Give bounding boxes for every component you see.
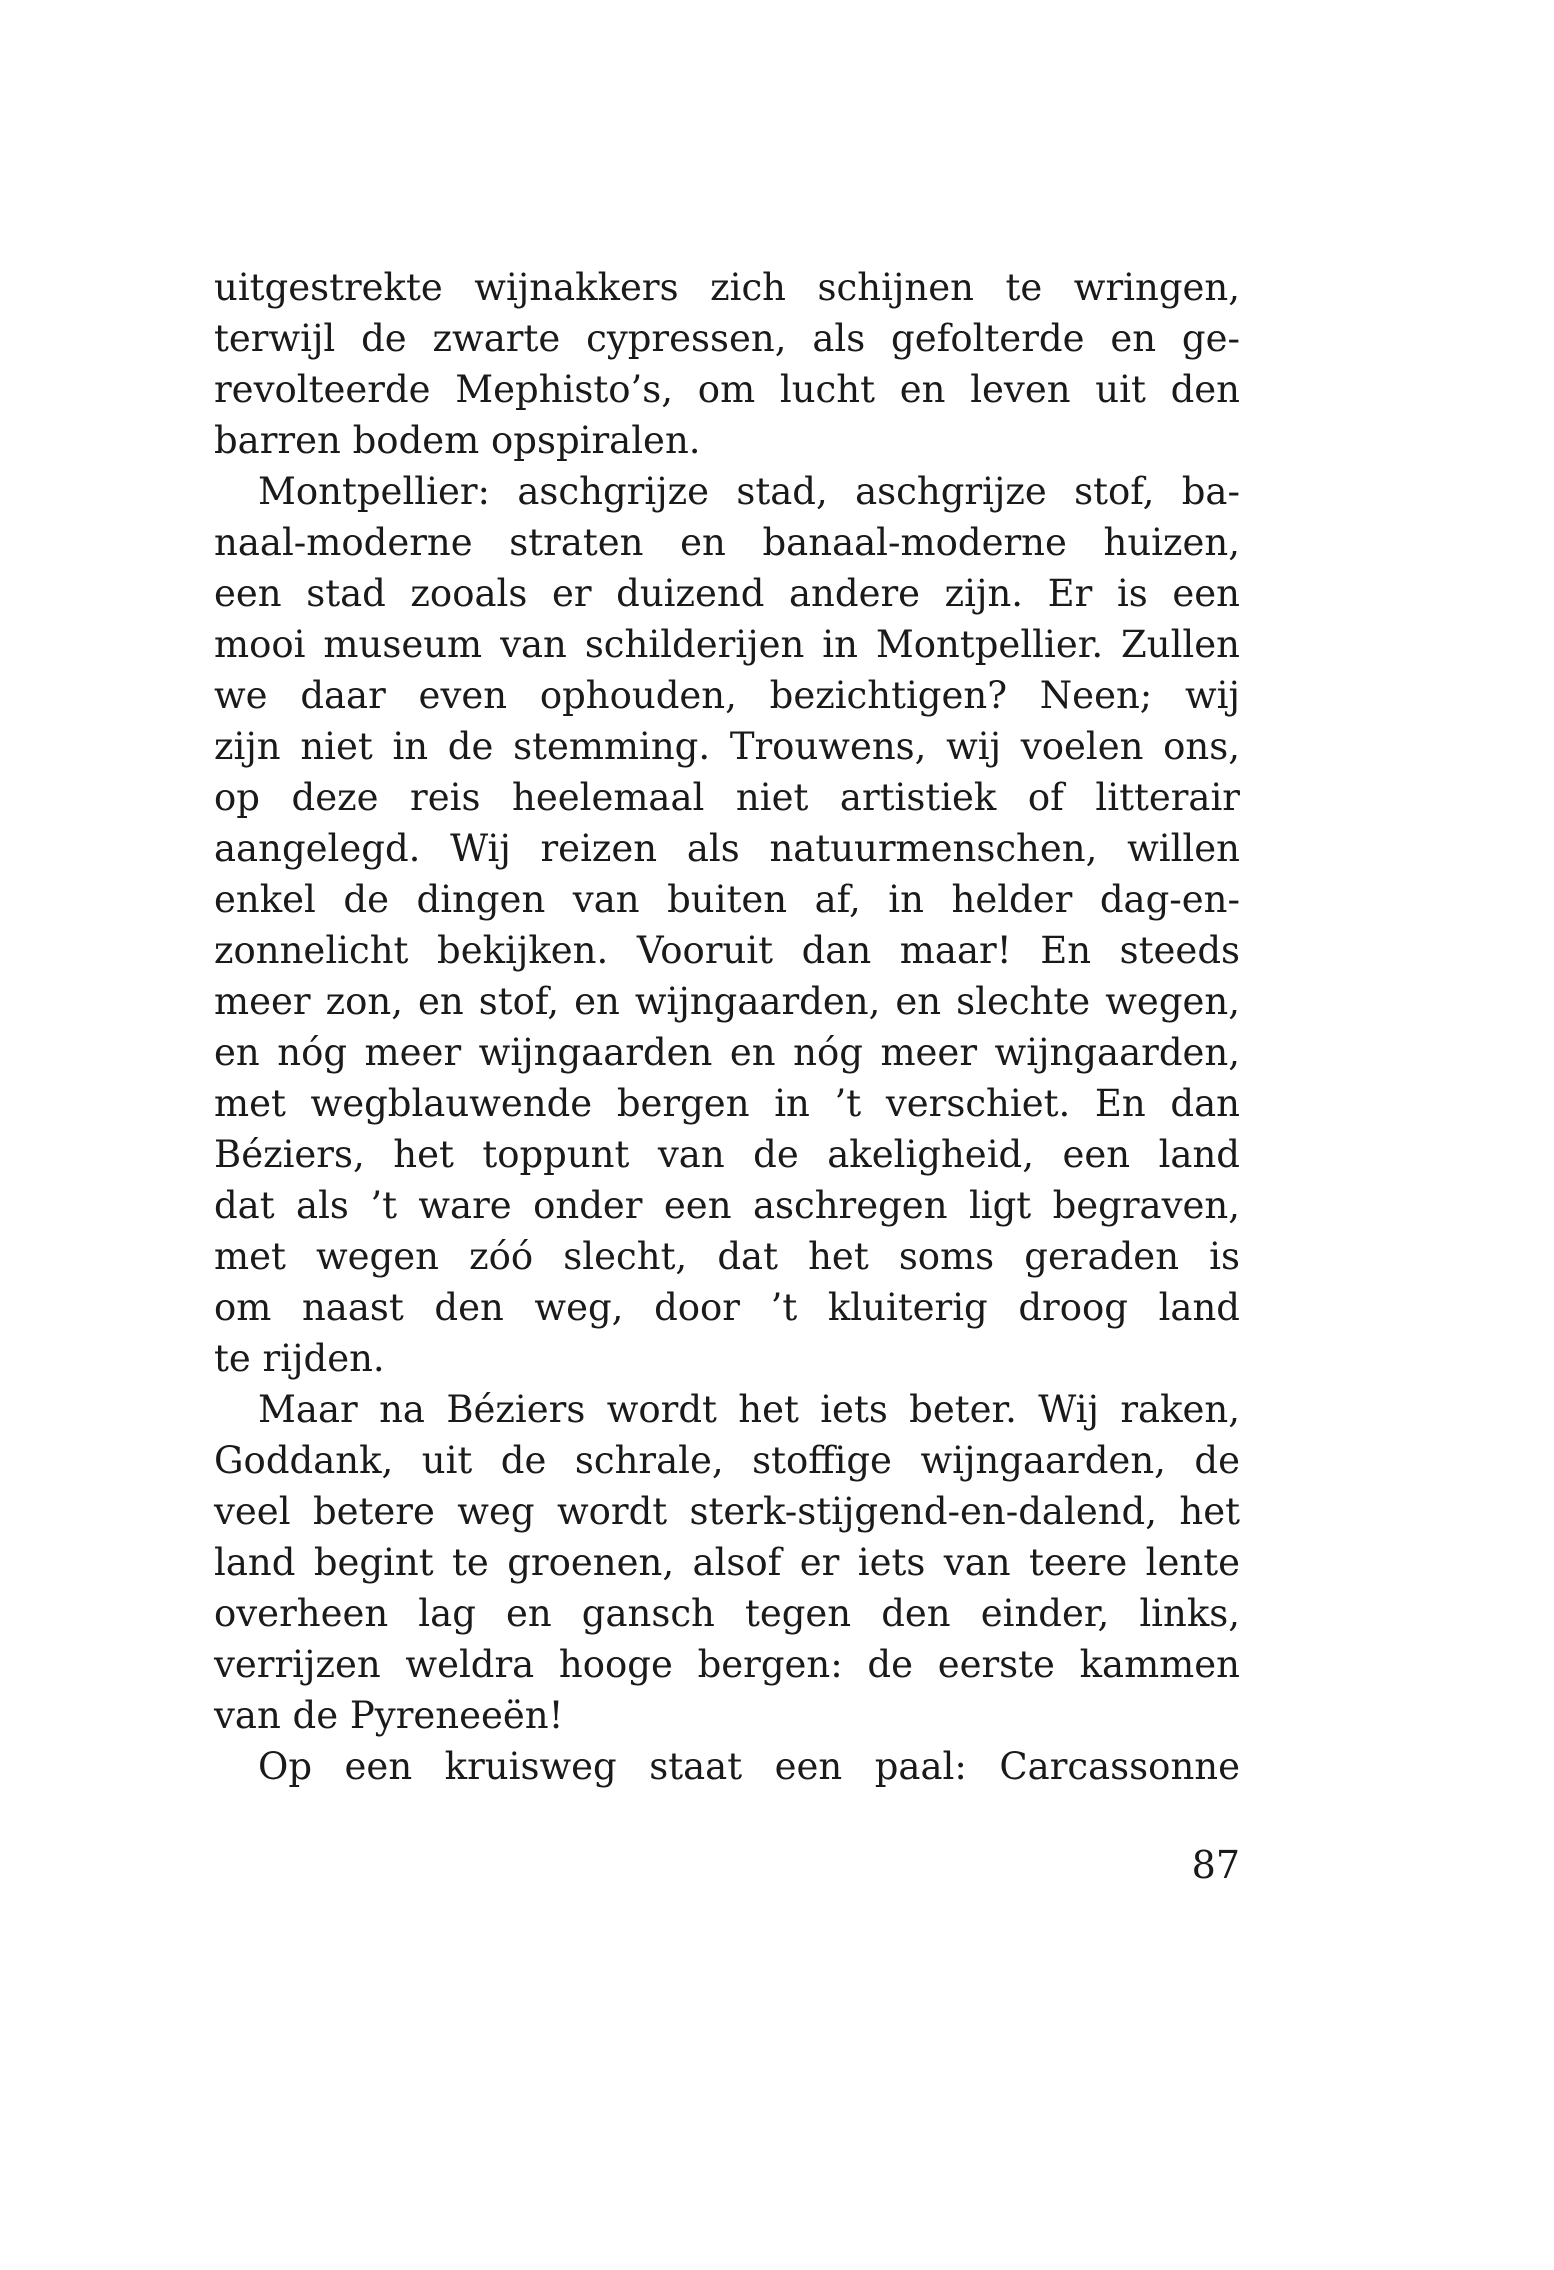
text-line: met wegblauwende bergen in ’t verschiet. En dan xyxy=(214,1082,1240,1125)
text-line: Goddank, uit de schrale, stoffige wijngaarden, de xyxy=(214,1439,1240,1482)
text-line: Op een kruisweg staat een paal: Carcassonne xyxy=(258,1745,1240,1788)
text-line: naal-moderne straten en banaal-moderne huizen, xyxy=(214,521,1240,564)
text-line: meer zon, en stof, en wijngaarden, en slechte wegen, xyxy=(214,980,1240,1023)
text-line: enkel de dingen van buiten af, in helder dag-en- xyxy=(214,878,1240,921)
text-line: uitgestrekte wijnakkers zich schijnen te wringen, xyxy=(214,266,1240,309)
text-line: Maar na Béziers wordt het iets beter. Wij raken, xyxy=(258,1388,1240,1431)
text-line: verrijzen weldra hooge bergen: de eerste kammen xyxy=(214,1643,1240,1686)
text-line: terwijl de zwarte cypressen, als gefolterde en ge- xyxy=(214,317,1240,360)
text-line: land begint te groenen, alsof er iets van teere lente xyxy=(214,1541,1240,1584)
text-line: we daar even ophouden, bezichtigen? Neen; wij xyxy=(214,674,1240,717)
text-line: en nóg meer wijngaarden en nóg meer wijngaarden, xyxy=(214,1031,1240,1074)
text-line: om naast den weg, door ’t kluiterig droog land xyxy=(214,1286,1240,1329)
text-line: zijn niet in de stemming. Trouwens, wij voelen ons, xyxy=(214,725,1240,768)
text-line: revolteerde Mephisto’s, om lucht en leven uit den xyxy=(214,368,1240,411)
text-line: op deze reis heelemaal niet artistiek of litterair xyxy=(214,776,1240,819)
text-line: barren bodem opspiralen. xyxy=(214,419,701,462)
page-number: 87 xyxy=(1191,1843,1240,1887)
text-line: dat als ’t ware onder een aschregen ligt begraven, xyxy=(214,1184,1240,1227)
body-text xyxy=(214,262,1240,1792)
text-line: met wegen zóó slecht, dat het soms geraden is xyxy=(214,1235,1240,1278)
text-line: zonnelicht bekijken. Vooruit dan maar! En steeds xyxy=(214,929,1240,972)
text-line: van de Pyreneeën! xyxy=(214,1694,564,1737)
text-line: aangelegd. Wij reizen als natuurmenschen, willen xyxy=(214,827,1240,870)
text-line: veel betere weg wordt sterk-stijgend-en-dalend, het xyxy=(214,1490,1240,1533)
text-line: een stad zooals er duizend andere zijn. Er is een xyxy=(214,572,1240,615)
text-line: Montpellier: aschgrijze stad, aschgrijze stof, ba- xyxy=(258,470,1240,513)
text-line: overheen lag en gansch tegen den einder, links, xyxy=(214,1592,1240,1635)
text-line: Béziers, het toppunt van de akeligheid, een land xyxy=(214,1133,1240,1176)
text-line: mooi museum van schilderijen in Montpellier. Zullen xyxy=(214,623,1240,666)
text-line: te rijden. xyxy=(214,1337,385,1380)
